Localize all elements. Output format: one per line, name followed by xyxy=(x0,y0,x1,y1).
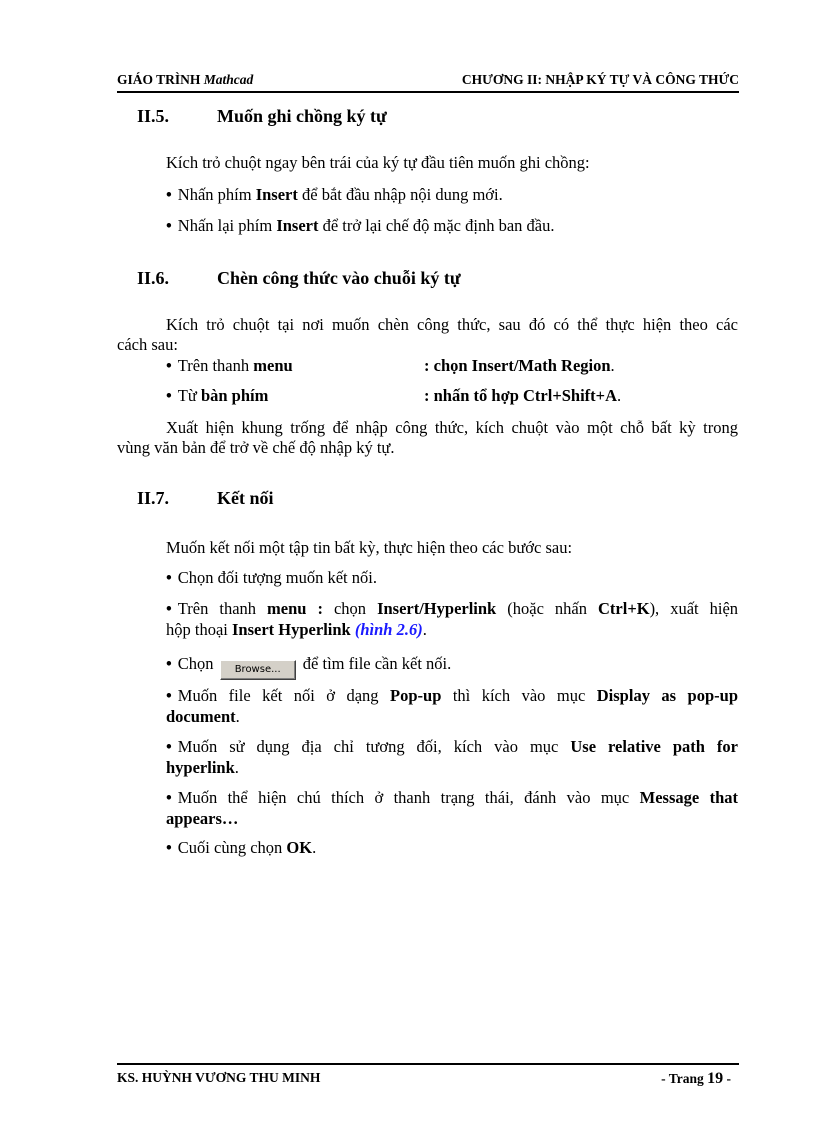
bullet-item: • Từ bàn phím : nhấn tổ hợp Ctrl+Shift+A. xyxy=(166,386,622,405)
paragraph: vùng văn bản để trở về chế độ nhập ký tự. xyxy=(117,438,395,457)
footer-author: KS. HUỲNH VƯƠNG THU MINH xyxy=(117,1070,321,1085)
bullet-item: • Trên thanh menu : chọn Insert/Hyperlink (hoặc nhấn Ctrl+K), xuất hiện xyxy=(166,599,739,618)
paragraph: Kích trỏ chuột ngay bên trái của ký tự đầu tiên muốn ghi chồng: xyxy=(166,153,590,172)
page-footer xyxy=(117,1063,739,1089)
section-heading-ii6 xyxy=(137,268,737,292)
paragraph: Muốn kết nối một tập tin bất kỳ, thực hiện theo các bước sau: xyxy=(166,538,573,557)
section-number: II.5. xyxy=(137,106,170,126)
section-heading-ii5 xyxy=(137,106,737,130)
bullet-item: • Chọn đối tượng muốn kết nối. xyxy=(166,568,377,587)
section-title: Chèn công thức vào chuỗi ký tự xyxy=(217,268,461,288)
bullet-item: • Nhấn phím Insert để bắt đầu nhập nội dung mới. xyxy=(166,185,503,204)
bullet-item: • Cuối cùng chọn OK. xyxy=(166,838,317,857)
bullet-continuation: appears… xyxy=(166,809,239,828)
bullet-item: • Muốn sử dụng địa chỉ tương đối, kích vào mục Use relative path for xyxy=(166,737,739,756)
section-heading-ii7 xyxy=(137,488,737,512)
paragraph: Kích trỏ chuột tại nơi muốn chèn công thức, sau đó có thể thực hiện theo các xyxy=(166,315,738,334)
bullet-item: • Muốn file kết nối ở dạng Pop-up thì kích vào mục Display as pop-up xyxy=(166,686,738,705)
section-title: Kết nối xyxy=(217,488,274,508)
bullet-continuation: hộp thoại Insert Hyperlink (hình 2.6). xyxy=(166,620,427,639)
browse-button[interactable]: Browse... xyxy=(220,660,296,680)
page-header xyxy=(117,69,739,93)
bullet-continuation: document. xyxy=(166,707,240,726)
figure-reference-link[interactable]: (hình 2.6) xyxy=(354,620,423,639)
bullet-item: • Trên thanh menu : chọn Insert/Math Region. xyxy=(166,356,615,375)
section-number: II.6. xyxy=(137,268,170,288)
bullet-item: • Nhấn lại phím Insert để trở lại chế độ mặc định ban đầu. xyxy=(166,216,555,235)
footer-page-number: - Trang 19 - xyxy=(661,1070,731,1087)
bullet-item: • Chọn Browse... để tìm file cần kết nối. xyxy=(166,653,451,680)
bullet-item: • Muốn thể hiện chú thích ở thanh trạng thái, đánh vào mục Message that xyxy=(166,788,739,807)
header-chapter-title: CHƯƠNG II: NHẬP KÝ TỰ VÀ CÔNG THỨC xyxy=(461,72,739,87)
header-book-title: GIÁO TRÌNH Mathcad xyxy=(117,72,254,87)
bullet-continuation: hyperlink. xyxy=(166,758,239,777)
paragraph: Xuất hiện khung trống để nhập công thức, kích chuột vào một chỗ bất kỳ trong xyxy=(166,418,738,437)
section-title: Muốn ghi chồng ký tự xyxy=(217,106,387,126)
section-number: II.7. xyxy=(137,488,170,508)
paragraph: cách sau: xyxy=(117,335,178,354)
